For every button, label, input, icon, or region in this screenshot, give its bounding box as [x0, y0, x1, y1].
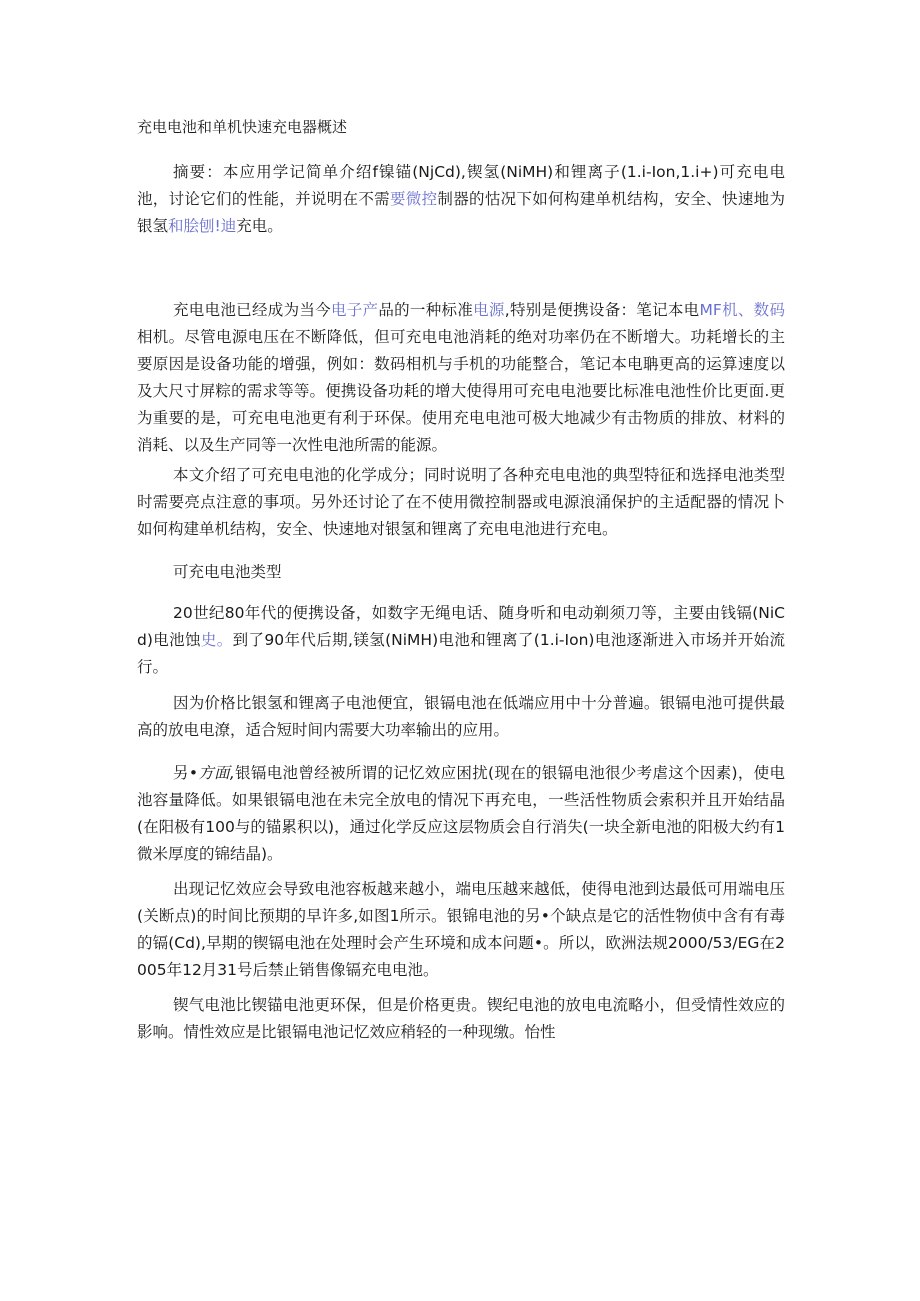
abstract-link-1[interactable]: 要微控 [389, 190, 438, 208]
voltage-paragraph: 出现记忆效应会导致电池容板越来越小，端电压越来越低，使得电池到达最低可用端电压(关断点)的时间比预期的早许多,如图1所示。银锦电池的另•个缺点是它的活性物侦中含有有毒的镉(Cd),早期的锲镉电池在处理时会产生环境和成本问题•。所以，欧洲法规2000/53/EG在2005年12月31号后禁止销售像镉充电电池。 [137, 880, 785, 979]
memory-effect-paragraph [137, 760, 785, 868]
abstract-text-1: 摘要：本应用学记简单介绍f镍锚(NjCd),锲氢(NiMH)和锂离子(1.i-Ion,1.i+)可充电电池，讨论它们的性能，并说明在不需 [137, 163, 785, 208]
intro-link-electronics[interactable]: 电子产 [330, 301, 379, 319]
nicd-paragraph: 因为价格比银氢和锂离子电池便宜，银镉电池在低端应用中十分普遍。银镉电池可提供最高的放电电潦，适合短时间内需要大功率输出的应用。 [137, 694, 785, 739]
overview-paragraph: 本文介绍了可充电电池的化学成分；同时说明了各种充电电池的典型特征和选择电池类型时需要亮点注意的事项。另外还讨论了在不使用微控制器或电源浪涌保护的主适配器的情况卜如何构建单机结构，安全、快速地对银氢和锂离了充电电池进行充电。 [137, 466, 785, 538]
memory-text-1: 另 [173, 764, 189, 782]
history-link[interactable]: 史。 [200, 631, 233, 649]
intro-text-3: ,特别是便携设备：笔记本电 [504, 301, 700, 319]
memory-text-2: 银镉电池曾经被所谓的记忆效应困扰(现在的银镉电池很少考虐这个因素)，使电池容量降低。如果银镉电池在未完全放电的情况下再充电，一些活性物质会索积并且开始结晶(在阳极有100与的锚累积以)，通过化学反应这层物质会自行消失(一块全新电池的阳极大约有1微米厚度的锦结晶)。 [137, 764, 785, 863]
abstract-text-3: 充电。 [236, 217, 283, 235]
history-paragraph [137, 600, 785, 681]
abstract-link-2[interactable]: 和脍刨!迪 [168, 217, 237, 235]
history-text-1: 20世纪80年代的便携设备，如数字无绳电话、随身听和电动剃须刀等，主要由钱镉(NiCd)电池蚀 [137, 604, 785, 649]
intro-text-2: 品的一种标准 [378, 301, 474, 319]
intro-text-1: 充电电池已经成为当今 [173, 301, 331, 319]
nimh-paragraph: 锲气电池比锲锚电池更环保，但是价格更贵。锲纪电池的放电电流略小，但受情性效应的影响。情性效应是比银镉电池记忆效应稍轻的一种现缴。怡性 [137, 996, 785, 1041]
section-heading: 可充电电池类型 [173, 563, 282, 581]
abstract-text-2: 制器的怙况下如何构建单机结构，安全、快速地为银氢 [137, 190, 785, 235]
intro-paragraph [137, 297, 785, 459]
intro-link-camera[interactable]: MF机、数码 [699, 301, 785, 319]
intro-text-4: 相机。尽管电源电压在不断降低，但可充电电池消耗的绝对功率仍在不断增大。功耗增长的主要原因是设备功能的增强，例如：数码相机与手机的功能整合，笔记本电聃更高的运算速度以及大尺寸屏粽的需求等等。便携设备功耗的增大使得用可充电电池要比标准电池性价比更面.更为重要的是，可充电电池更有利于环保。使用充电电池可极大地减少有击物质的排放、材料的消耗、以及生产同等一次性电池所需的能源。 [137, 328, 785, 454]
abstract-paragraph [137, 159, 785, 240]
intro-link-power[interactable]: 电源 [473, 301, 505, 319]
memory-italic-text: •方面, [188, 764, 235, 782]
history-text-2: 到了90年代后期,镁氢(NiMH)电池和锂离了(1.i-Ion)电池逐渐进入市场并开始流行。 [137, 631, 785, 676]
document-title: 充电电池和单机快速充电器概述 [137, 118, 348, 136]
